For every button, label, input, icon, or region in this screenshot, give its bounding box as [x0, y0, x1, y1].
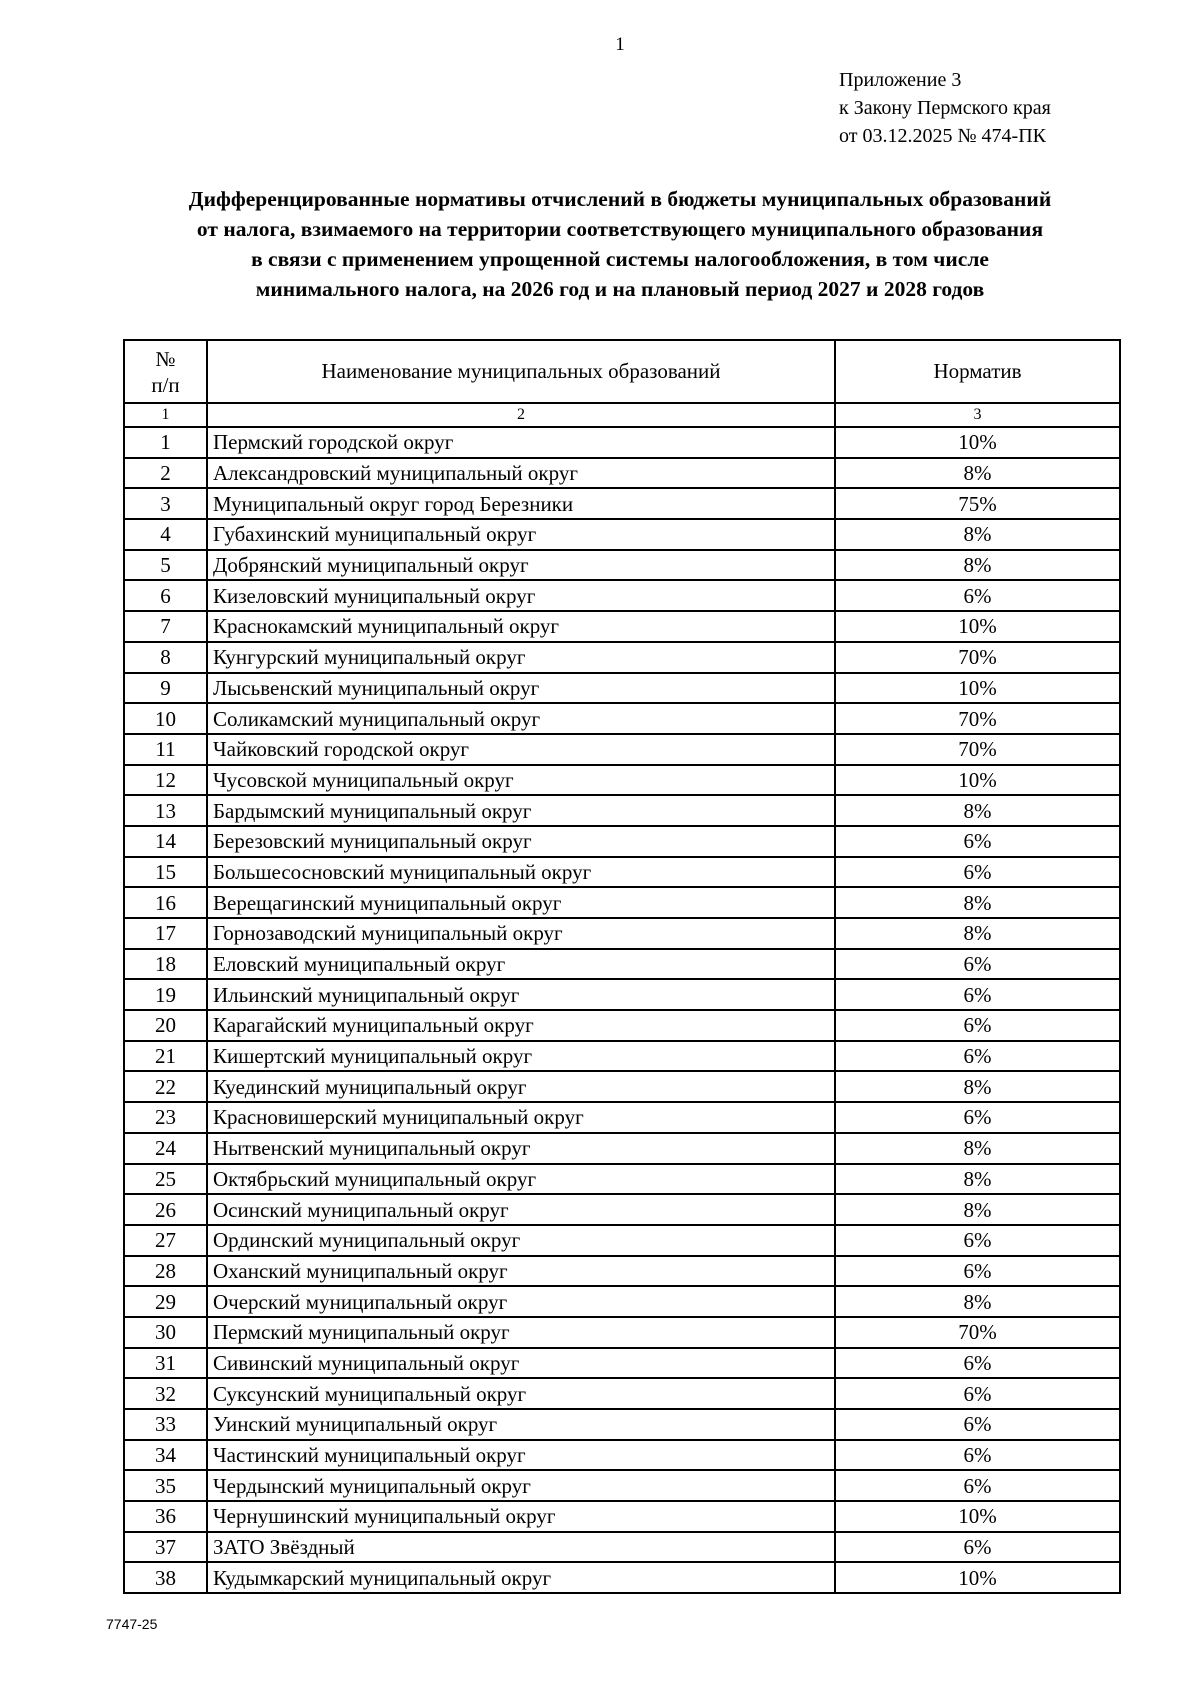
row-number: 17 [124, 918, 207, 949]
norm-value: 10% [835, 427, 1120, 458]
municipality-name: Верещагинский муниципальный округ [207, 887, 835, 918]
municipality-name: Чусовской муниципальный округ [207, 765, 835, 796]
table-row [124, 1010, 1120, 1041]
table-row [124, 1348, 1120, 1379]
municipality-name: Пермский городской округ [207, 427, 835, 458]
appendix-line: к Закону Пермского края [839, 97, 1051, 119]
municipality-name: Октябрьский муниципальный округ [207, 1164, 835, 1195]
municipality-name: Губахинский муниципальный округ [207, 519, 835, 550]
table-row [124, 979, 1120, 1010]
municipality-name: Добрянский муниципальный округ [207, 550, 835, 581]
norm-value: 70% [835, 642, 1120, 673]
header-norm: Норматив [835, 340, 1120, 403]
header-number-symbol: № [155, 346, 176, 371]
municipality-name: Чайковский городской округ [207, 734, 835, 765]
table-row [124, 1164, 1120, 1195]
municipality-name: Оханский муниципальный округ [207, 1256, 835, 1287]
norm-value: 6% [835, 1041, 1120, 1072]
table-row [124, 1133, 1120, 1164]
table-row [124, 1532, 1120, 1563]
row-number: 26 [124, 1194, 207, 1225]
column-number: 1 [124, 403, 207, 427]
header-name: Наименование муниципальных образований [207, 340, 835, 403]
municipality-name: Чернушинский муниципальный округ [207, 1501, 835, 1532]
row-number: 13 [124, 795, 207, 826]
row-number: 29 [124, 1286, 207, 1317]
municipality-name: Муниципальный округ город Березники [207, 488, 835, 519]
appendix-line: Приложение 3 [839, 69, 962, 91]
row-number: 3 [124, 488, 207, 519]
table-row [124, 918, 1120, 949]
norm-value: 10% [835, 765, 1120, 796]
norm-value: 6% [835, 979, 1120, 1010]
page-number: 1 [615, 34, 625, 55]
table-row [124, 1256, 1120, 1287]
row-number: 35 [124, 1470, 207, 1501]
table-row [124, 857, 1120, 888]
municipality-name: Кудымкарский муниципальный округ [207, 1562, 835, 1593]
row-number: 20 [124, 1010, 207, 1041]
table-header-row [124, 340, 1120, 403]
municipality-name: Ординский муниципальный округ [207, 1225, 835, 1256]
row-number: 14 [124, 826, 207, 857]
norm-value: 6% [835, 1532, 1120, 1563]
row-number: 27 [124, 1225, 207, 1256]
table-row [124, 611, 1120, 642]
municipality-name: Куединский муниципальный округ [207, 1071, 835, 1102]
norm-value: 8% [835, 1071, 1120, 1102]
norms-table [123, 339, 1121, 1594]
municipality-name: Нытвенский муниципальный округ [207, 1133, 835, 1164]
header-number [124, 340, 207, 403]
norm-value: 70% [835, 1317, 1120, 1348]
row-number: 32 [124, 1378, 207, 1409]
table-row [124, 1225, 1120, 1256]
norm-value: 6% [835, 580, 1120, 611]
municipality-name: Красновишерский муниципальный округ [207, 1102, 835, 1133]
municipality-name: Кизеловский муниципальный округ [207, 580, 835, 611]
row-number: 23 [124, 1102, 207, 1133]
municipality-name: Очерский муниципальный округ [207, 1286, 835, 1317]
norm-value: 8% [835, 1164, 1120, 1195]
municipality-name: Лысьвенский муниципальный округ [207, 673, 835, 704]
municipality-name: Ильинский муниципальный округ [207, 979, 835, 1010]
norm-value: 8% [835, 795, 1120, 826]
norm-value: 6% [835, 1409, 1120, 1440]
norm-value: 6% [835, 1102, 1120, 1133]
norm-value: 6% [835, 949, 1120, 980]
row-number: 7 [124, 611, 207, 642]
norm-value: 6% [835, 1010, 1120, 1041]
row-number: 34 [124, 1440, 207, 1471]
row-number: 12 [124, 765, 207, 796]
norm-value: 6% [835, 1348, 1120, 1379]
table-row [124, 673, 1120, 704]
header-number-abbr: п/п [151, 372, 180, 397]
row-number: 25 [124, 1164, 207, 1195]
norm-value: 70% [835, 703, 1120, 734]
title-line: от налога, взимаемого на территории соответствующего муниципального образования [196, 217, 1044, 241]
norm-value: 8% [835, 519, 1120, 550]
municipality-name: Кунгурский муниципальный округ [207, 642, 835, 673]
row-number: 1 [124, 427, 207, 458]
municipality-name: Еловский муниципальный округ [207, 949, 835, 980]
row-number: 38 [124, 1562, 207, 1593]
table-row [124, 642, 1120, 673]
municipality-name: Частинский муниципальный округ [207, 1440, 835, 1471]
table-row [124, 1378, 1120, 1409]
norm-value: 70% [835, 734, 1120, 765]
table-row [124, 1194, 1120, 1225]
table-row [124, 458, 1120, 489]
table-row [124, 1409, 1120, 1440]
norm-value: 6% [835, 1256, 1120, 1287]
municipality-name: Березовский муниципальный округ [207, 826, 835, 857]
municipality-name: ЗАТО Звёздный [207, 1532, 835, 1563]
norm-value: 8% [835, 887, 1120, 918]
table-row [124, 826, 1120, 857]
municipality-name: Уинский муниципальный округ [207, 1409, 835, 1440]
table-row [124, 488, 1120, 519]
table-row [124, 1440, 1120, 1471]
table-row [124, 1041, 1120, 1072]
norm-value: 75% [835, 488, 1120, 519]
municipality-name: Большесосновский муниципальный округ [207, 857, 835, 888]
row-number: 19 [124, 979, 207, 1010]
row-number: 2 [124, 458, 207, 489]
norm-value: 8% [835, 458, 1120, 489]
municipality-name: Александровский муниципальный округ [207, 458, 835, 489]
row-number: 6 [124, 580, 207, 611]
title-line: в связи с применением упрощенной системы налогообложения, в том числе [251, 247, 989, 271]
norm-value: 6% [835, 1440, 1120, 1471]
column-number-row [124, 403, 1120, 427]
norm-value: 8% [835, 550, 1120, 581]
norm-value: 10% [835, 611, 1120, 642]
table-row [124, 1071, 1120, 1102]
row-number: 21 [124, 1041, 207, 1072]
norm-value: 8% [835, 1133, 1120, 1164]
table-row [124, 1562, 1120, 1593]
table-row [124, 765, 1120, 796]
table-row [124, 580, 1120, 611]
row-number: 33 [124, 1409, 207, 1440]
row-number: 8 [124, 642, 207, 673]
row-number: 15 [124, 857, 207, 888]
row-number: 30 [124, 1317, 207, 1348]
municipality-name: Суксунский муниципальный округ [207, 1378, 835, 1409]
municipality-name: Карагайский муниципальный округ [207, 1010, 835, 1041]
row-number: 5 [124, 550, 207, 581]
municipality-name: Бардымский муниципальный округ [207, 795, 835, 826]
row-number: 31 [124, 1348, 207, 1379]
norm-value: 6% [835, 1470, 1120, 1501]
norm-value: 10% [835, 673, 1120, 704]
row-number: 36 [124, 1501, 207, 1532]
municipality-name: Соликамский муниципальный округ [207, 703, 835, 734]
row-number: 37 [124, 1532, 207, 1563]
norm-value: 10% [835, 1501, 1120, 1532]
row-number: 22 [124, 1071, 207, 1102]
municipality-name: Горнозаводский муниципальный округ [207, 918, 835, 949]
row-number: 4 [124, 519, 207, 550]
norm-value: 6% [835, 826, 1120, 857]
municipality-name: Кишертский муниципальный округ [207, 1041, 835, 1072]
table-row [124, 887, 1120, 918]
norm-value: 8% [835, 1286, 1120, 1317]
appendix-line: от 03.12.2025 № 474-ПК [839, 125, 1047, 147]
norm-value: 8% [835, 918, 1120, 949]
municipality-name: Пермский муниципальный округ [207, 1317, 835, 1348]
table-row [124, 1102, 1120, 1133]
title-line: минимального налога, на 2026 год и на плановый период 2027 и 2028 годов [255, 277, 985, 301]
table-row [124, 427, 1120, 458]
document-code: 7747-25 [106, 1616, 158, 1632]
municipality-name: Сивинский муниципальный округ [207, 1348, 835, 1379]
table-row [124, 519, 1120, 550]
row-number: 28 [124, 1256, 207, 1287]
norm-value: 6% [835, 1378, 1120, 1409]
norm-value: 10% [835, 1562, 1120, 1593]
table-row [124, 1286, 1120, 1317]
norm-value: 6% [835, 1225, 1120, 1256]
table-row [124, 1470, 1120, 1501]
table-body [124, 427, 1120, 1593]
document-title [100, 184, 1140, 304]
row-number: 16 [124, 887, 207, 918]
municipality-name: Осинский муниципальный округ [207, 1194, 835, 1225]
row-number: 9 [124, 673, 207, 704]
municipality-name: Краснокамский муниципальный округ [207, 611, 835, 642]
row-number: 24 [124, 1133, 207, 1164]
table-row [124, 949, 1120, 980]
appendix-reference [839, 66, 1051, 150]
column-number: 2 [207, 403, 835, 427]
municipality-name: Чердынский муниципальный округ [207, 1470, 835, 1501]
table-row [124, 795, 1120, 826]
row-number: 11 [124, 734, 207, 765]
table-row [124, 1501, 1120, 1532]
norm-value: 6% [835, 857, 1120, 888]
table-row [124, 703, 1120, 734]
title-line: Дифференцированные нормативы отчислений в бюджеты муниципальных образований [188, 187, 1052, 211]
table-row [124, 734, 1120, 765]
row-number: 18 [124, 949, 207, 980]
norm-value: 8% [835, 1194, 1120, 1225]
column-number: 3 [835, 403, 1120, 427]
table-row [124, 1317, 1120, 1348]
row-number: 10 [124, 703, 207, 734]
table-row [124, 550, 1120, 581]
